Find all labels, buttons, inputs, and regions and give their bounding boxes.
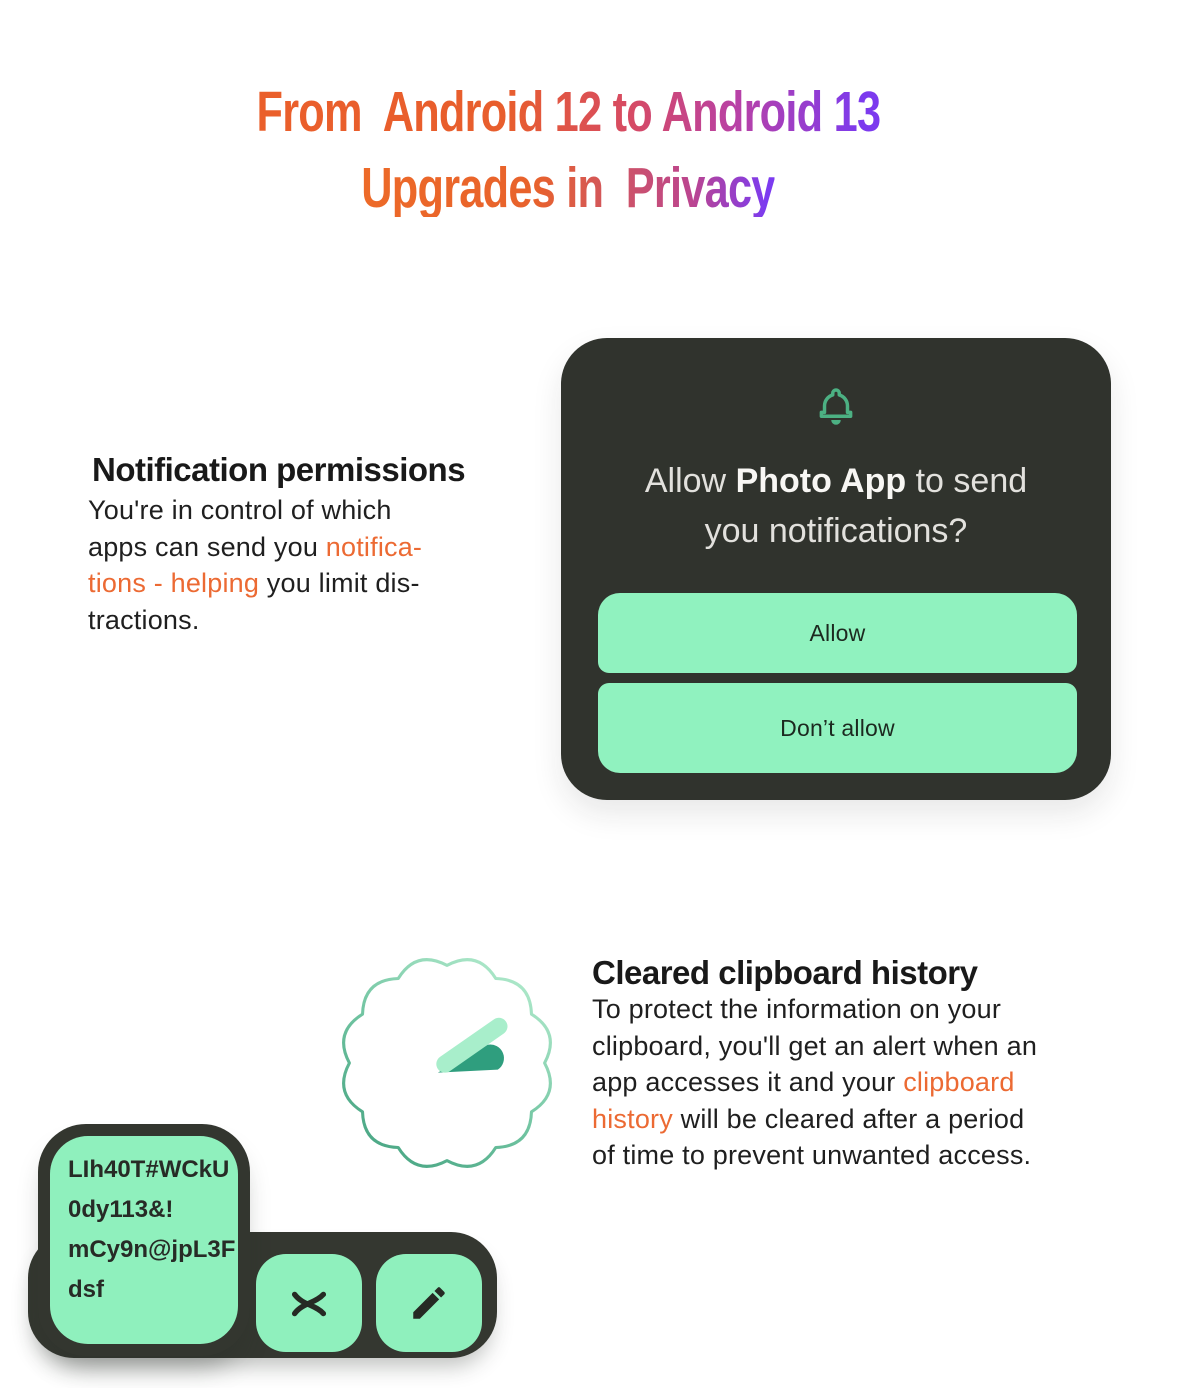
- cleared-clipboard-heading: Cleared clipboard history: [592, 954, 978, 992]
- page-title: [0, 80, 1168, 236]
- title-row-1: [0, 80, 1168, 160]
- cleared-clipboard-description: To protect the information on your clipboard, you'll get an alert when an app accesses it and your clipboard history will be cleared after a period of time to prevent unwanted access.: [592, 994, 1038, 1171]
- notification-permissions-heading: Notification permissions: [92, 451, 466, 489]
- dialog-title: Allow Photo App to send you notifications?: [644, 462, 1028, 550]
- edit-button[interactable]: [376, 1254, 482, 1352]
- clipboard-preview-frame: [38, 1124, 250, 1356]
- allow-button[interactable]: Allow: [598, 593, 1077, 673]
- edit-pencil-icon: [408, 1282, 450, 1324]
- title-line-2: Upgrades in Privacy: [361, 156, 775, 220]
- scribble-shuffle-icon: [286, 1280, 332, 1326]
- clipboard-badge: [325, 941, 569, 1185]
- bell-icon: [810, 380, 862, 437]
- clipboard-preview-card[interactable]: LIh40T#WCkU 0dy113&! mCy9n@jpL3F dsf: [50, 1136, 238, 1344]
- scribble-shuffle-button[interactable]: [256, 1254, 362, 1352]
- pen-logo-icon: [325, 941, 569, 1185]
- title-row-2: [0, 156, 1168, 236]
- dont-allow-button[interactable]: Don’t allow: [598, 683, 1077, 773]
- title-line-1: From Android 12 to Android 13: [256, 80, 880, 144]
- notification-permissions-description: You're in control of which apps can send you notifica- tions - helping you limit dis- tractions.: [88, 495, 423, 635]
- notification-permission-dialog: [561, 338, 1111, 800]
